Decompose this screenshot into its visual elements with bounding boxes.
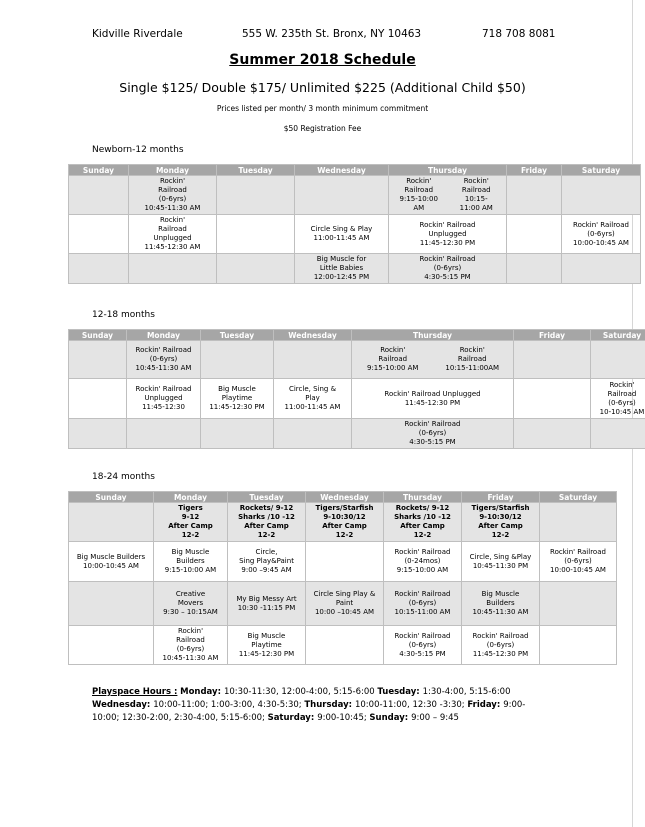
cell-text: (0-6yrs) [608,398,636,407]
cell-text: Rockin' Railroad [404,420,461,428]
cell-text: Tigers/Starfish [471,504,530,512]
class-cell-monday [154,582,228,626]
class-slot [433,346,513,373]
class-cell-tuesday [201,341,274,379]
class-cell-wednesday [274,379,352,419]
cell-text: 11:45-12:30 AM [144,243,201,251]
class-cell-thursday [352,419,514,449]
cell-text: (0-6yrs) [176,645,205,653]
cell-text: 10:00-10:45 AM [550,566,606,574]
day-header-thursday: Thursday [384,492,462,503]
cell-text: Creative [175,590,206,598]
playspace-times: 1:30-4:00, 5:15-6:00 [422,687,511,697]
cell-text: After Camp [400,522,445,530]
class-cell-friday [462,503,540,542]
cell-text: Rockin' Railroad [550,548,606,556]
cell-text: Circle, Sing & [288,385,337,393]
table-row [69,542,617,582]
cell-text: 9:15-10:00 AM [367,364,419,372]
cell-text: Railroad [457,355,487,363]
playspace-day: Sunday: [369,713,412,723]
cell-text: Tigers/Starfish [315,504,374,512]
class-slot [448,177,506,213]
class-cell-thursday [389,254,507,284]
cell-text: (0-24mos) [404,557,441,565]
cell-text: Sharks /10 -12 [394,513,451,521]
cell-text: Rockin' [459,346,485,354]
day-header-wednesday: Wednesday [306,492,384,503]
cell-text: 12-2 [335,531,354,539]
cell-text: After Camp [478,522,523,530]
class-cell-wednesday [274,341,352,379]
class-cell-tuesday [217,215,295,254]
day-header-wednesday: Wednesday [274,330,352,341]
playspace-day: Monday: [180,687,224,697]
cell-text: Unplugged [144,394,183,402]
cell-text: Rockin' Railroad [573,220,629,229]
class-cell-thursday [352,341,514,379]
day-header-monday: Monday [154,492,228,503]
section-label-18-24: 18-24 months [92,472,155,482]
playspace-day: Saturday: [267,713,318,723]
class-cell-thursday [384,503,462,542]
class-cell-sunday [69,419,127,449]
class-cell-monday [129,215,217,254]
cell-text: (0-6yrs) [433,264,462,272]
class-cell-friday [514,341,591,379]
cell-text: 10:00 –10:45 AM [314,608,375,616]
class-cell-tuesday [201,419,274,449]
class-cell-wednesday [295,215,389,254]
cell-text: 4:30-5:15 PM [399,649,446,658]
cell-text: 9:15-10:00 AM [396,566,449,574]
cell-text: 9:00 –9:45 AM [241,566,292,574]
cell-text: After Camp [168,522,213,530]
cell-text: 10:00-10:45 AM [573,238,629,247]
pricing-note: Prices listed per month/ 3 month minimum commitment [216,104,429,113]
day-header-wednesday: Wednesday [295,165,389,176]
class-cell-monday [129,176,217,215]
class-cell-monday [127,379,201,419]
playspace-label: Playspace Hours : [92,687,178,697]
cell-text: Rockin' Railroad [419,220,476,229]
class-cell-saturday [591,379,645,419]
cell-text: Rockin' Railroad [419,255,476,263]
class-slot [390,177,448,213]
cell-text: Sing Play&Paint [239,557,294,565]
table-row [69,503,617,542]
cell-text: 12:00-12:45 PM [313,273,370,281]
cell-text: Railroad [158,186,187,194]
cell-text: Railroad [461,186,491,194]
cell-text: Rockin' [463,177,489,185]
cell-text: After Camp [244,522,289,530]
class-cell-wednesday [306,542,384,582]
cell-text: 9:30 – 10:15AM [163,608,218,616]
class-cell-friday [462,542,540,582]
cell-text: Railroad [158,225,187,233]
class-cell-sunday [69,582,154,626]
cell-text: Rockin' Railroad [135,385,192,393]
class-cell-tuesday [228,582,306,626]
day-header-tuesday: Tuesday [217,165,295,176]
cell-text: 10:30 -11:15 PM [237,603,296,612]
playspace-times: 10:30-11:30, 12:00-4:00, 5:15-6:00 [223,687,375,697]
cell-text: 10-10:45 AM [599,407,645,416]
cell-text: 11:45-12:30 PM [209,403,265,411]
class-cell-sunday [69,341,127,379]
playspace-day: Thursday: [304,700,355,710]
schedule-table-18-24 [68,491,617,665]
day-header-saturday: Saturday [591,330,645,341]
cell-text: Rockin' [406,177,432,185]
class-cell-sunday [69,626,154,665]
cell-text: Rockin' Railroad [472,631,529,640]
class-cell-wednesday [306,503,384,542]
cell-text: 9:15-10:00 AM [164,566,217,574]
schedule-table-12-18 [68,329,645,449]
class-cell-saturday [540,503,617,542]
class-cell-saturday [540,626,617,665]
cell-text: Big Muscle [247,631,286,640]
class-cell-thursday [389,215,507,254]
cell-text: Rockets/ 9-12 [239,504,294,512]
day-header-friday: Friday [462,492,540,503]
class-cell-saturday [562,176,641,215]
class-cell-saturday [562,254,641,284]
cell-text: 10:45-11:30 AM [472,608,529,616]
cell-text: Rockin' Railroad [394,590,451,598]
cell-text: Railroad [607,389,637,398]
playspace-times: 10:00-11:00, 12:30 -3:30; [354,700,465,710]
day-header-tuesday: Tuesday [228,492,306,503]
cell-text: Rockin' Railroad Unplugged [384,389,481,398]
cell-text: Big Muscle [218,385,256,393]
cell-text: (0-6yrs) [408,640,437,649]
class-cell-wednesday [306,626,384,665]
class-cell-monday [154,503,228,542]
cell-text: (0-6yrs) [486,640,515,649]
schedule-table-newborn [68,164,641,284]
cell-text: Builders [176,557,205,565]
cell-text: (0-6yrs) [158,195,187,203]
cell-text: 11:45-12:30 PM [472,649,529,658]
cell-text: Rockin' [380,346,406,354]
cell-text: Unplugged [428,229,467,238]
playspace-times: 9:00-10:00; 12:30-2:00, 2:30-4:00, 5:15-6:00; [92,700,526,723]
class-cell-saturday [562,215,641,254]
cell-text: 10:45-11:30 AM [162,654,219,662]
cell-text: 11:00 AM [459,204,493,212]
playspace-times: 9:00-10:45; [317,713,367,723]
cell-text: After Camp [322,522,367,530]
day-header-thursday: Thursday [352,330,514,341]
class-cell-friday [507,254,562,284]
cell-text: 10:15-11:00 AM [394,608,451,616]
class-cell-thursday [384,542,462,582]
playspace-day: Wednesday: [92,700,154,710]
cell-text: My Big Messy Art [236,594,297,603]
class-cell-friday [514,419,591,449]
cell-text: 11:00-11:45 AM [284,403,341,411]
cell-text: Circle, [255,548,278,556]
class-cell-sunday [69,254,129,284]
cell-text: Playtime [221,394,253,402]
cell-text: Rockin' Railroad [394,631,451,640]
section-label-newborn: Newborn-12 months [92,145,184,155]
cell-text: Play [305,394,320,402]
class-cell-sunday [69,542,154,582]
day-header-monday: Monday [127,330,201,341]
class-cell-thursday [352,379,514,419]
class-cell-monday [127,419,201,449]
cell-text: (0-6yrs) [587,229,615,238]
cell-text: (0-6yrs) [564,557,592,565]
org-name: Kidville Riverdale [92,28,183,40]
cell-text: Railroad [378,355,408,363]
cell-text: Rockets/ 9-12 [395,504,450,512]
registration-fee: $50 Registration Fee [283,124,362,133]
class-cell-saturday [540,582,617,626]
cell-text: 10:45-11:30 AM [135,364,192,372]
cell-text: Rockin' [159,177,186,185]
table-row [69,582,617,626]
class-cell-saturday [591,419,645,449]
cell-text: 9:15-10:00 [399,195,438,203]
cell-text: Big Muscle Builders [76,552,146,561]
cell-text: Rockin' [177,627,204,635]
cell-text: 11:45-12:30 PM [419,238,476,247]
table-row [69,341,645,379]
day-header-friday: Friday [514,330,591,341]
cell-text: 10:45-11:30 AM [144,204,201,212]
cell-text: (0-6yrs) [408,599,437,607]
class-cell-wednesday [295,176,389,215]
cell-text: Movers [177,599,204,607]
class-cell-sunday [69,215,129,254]
table-row [69,626,617,665]
class-cell-tuesday [217,254,295,284]
cell-text: Big Muscle [481,590,520,598]
cell-text: Railroad [176,636,205,644]
playspace-day: Tuesday: [377,687,423,697]
cell-text: Rockin' [159,216,186,224]
class-cell-saturday [540,542,617,582]
cell-text: 4:30-5:15 PM [424,273,471,281]
class-cell-monday [154,626,228,665]
class-cell-monday [127,341,201,379]
class-cell-friday [462,626,540,665]
cell-text: Sharks /10 -12 [238,513,295,521]
class-cell-sunday [69,176,129,215]
cell-text: (0-6yrs) [149,355,178,363]
day-header-saturday: Saturday [540,492,617,503]
pricing: Single $125/ Double $175/ Unlimited $225 (Additional Child $50) [119,80,526,95]
class-cell-tuesday [217,176,295,215]
cell-text: 10:15-11:00AM [445,364,500,372]
class-cell-wednesday [295,254,389,284]
day-header-sunday: Sunday [69,492,154,503]
cell-text: Unplugged [153,234,192,242]
playspace-hours [92,686,552,725]
cell-text: Circle Sing & Play [310,225,373,233]
cell-text: 12-2 [257,531,276,539]
org-address: 555 W. 235th St. Bronx, NY 10463 [242,28,422,40]
day-header-friday: Friday [507,165,562,176]
class-cell-thursday [384,626,462,665]
cell-text: Playtime [251,640,282,649]
table-row [69,254,641,284]
table-row [69,176,641,215]
playspace-times: 9:00 – 9:45 [411,713,459,723]
cell-text: 9-12 [181,513,200,521]
playspace-day: Friday: [467,700,504,710]
class-cell-monday [129,254,217,284]
class-cell-friday [514,379,591,419]
day-header-sunday: Sunday [69,165,129,176]
day-header-saturday: Saturday [562,165,641,176]
class-cell-friday [462,582,540,626]
day-header-monday: Monday [129,165,217,176]
cell-text: 11:45-12:30 PM [404,398,461,407]
cell-text: 9-10:30/12 [323,513,366,521]
org-phone: 718 708 8081 [482,28,556,40]
class-cell-thursday [384,582,462,626]
class-cell-friday [507,176,562,215]
class-cell-sunday [69,379,127,419]
cell-text: Big Muscle for [316,255,367,263]
day-header-tuesday: Tuesday [201,330,274,341]
cell-text: Circle Sing Play & [313,590,376,598]
cell-text: Rockin' Railroad [394,548,451,556]
class-cell-monday [154,542,228,582]
class-cell-saturday [591,341,645,379]
cell-text: Tigers [178,504,203,512]
cell-text: 12-2 [491,531,510,539]
class-cell-friday [507,215,562,254]
day-header-sunday: Sunday [69,330,127,341]
class-slot [353,346,433,373]
class-cell-tuesday [201,379,274,419]
cell-text: 11:45-12:30 PM [238,649,295,658]
cell-text: Rockin' [609,380,635,389]
cell-text: 10:45-11:30 PM [472,561,529,570]
table-row [69,215,641,254]
cell-text: Builders [486,599,515,607]
cell-text: 10:15- [464,195,488,203]
cell-text: 12-2 [181,531,200,539]
section-label-12-18: 12-18 months [92,310,155,320]
cell-text: (0-6yrs) [418,429,447,437]
class-cell-thursday [389,176,507,215]
class-cell-tuesday [228,503,306,542]
class-cell-wednesday [274,419,352,449]
cell-text: 9-10:30/12 [479,513,522,521]
table-row [69,379,645,419]
cell-text: Big Muscle [171,548,210,556]
cell-text: Little Babies [319,264,364,272]
class-cell-tuesday [228,626,306,665]
class-cell-tuesday [228,542,306,582]
cell-text: 12-2 [413,531,432,539]
cell-text: 10:00-10:45 AM [83,561,139,570]
class-cell-wednesday [306,582,384,626]
playspace-times: 10:00-11:00; 1:00-3:00, 4:30-5:30; [153,700,302,710]
day-header-thursday: Thursday [389,165,507,176]
cell-text: Paint [335,599,354,607]
class-cell-sunday [69,503,154,542]
page-title: Summer 2018 Schedule [229,52,416,68]
table-row [69,419,645,449]
cell-text: 4:30-5:15 PM [409,438,456,446]
cell-text: Rockin' Railroad [135,346,192,354]
cell-text: AM [413,204,425,212]
cell-text: Circle, Sing &Play [469,552,532,561]
cell-text: 11:45-12:30 [142,403,185,411]
cell-text: Railroad [404,186,434,194]
cell-text: 11:00-11:45 AM [313,234,370,242]
